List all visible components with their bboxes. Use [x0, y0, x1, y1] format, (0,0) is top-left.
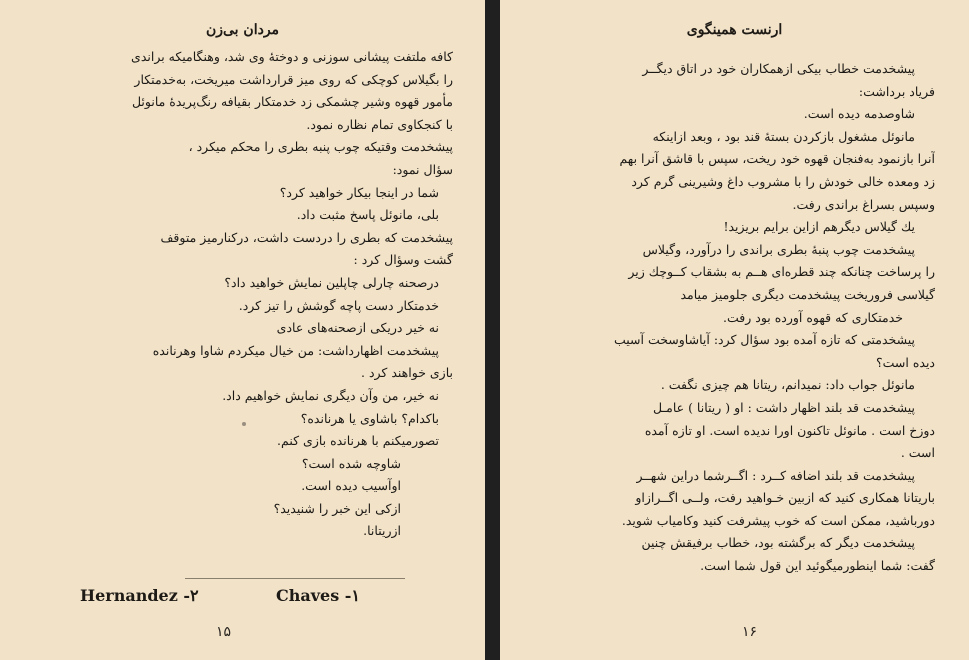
text-line: اوآسیب دیده است. — [301, 478, 401, 494]
text-line: تصورمیکنم با هرنانده بازی کنم. — [277, 433, 439, 449]
text-line: پیشخدمت اظهارداشت: من خیال میکردم شاوا وهرنانده — [152, 342, 439, 358]
text-line: نه خیر، من وآن دیگری نمایش خواهیم داد. — [222, 387, 439, 403]
text-line: سؤال نمود: — [392, 161, 453, 177]
text-line: گفت: شما اینطورمیگوئید این قول شما است. — [700, 558, 935, 574]
book-gutter — [485, 0, 500, 660]
text-line: مأمور قهوه وشیر چشمکی زد خدمتکار بقیافه رنگ‌پریدهٔ مانوئل — [131, 94, 453, 110]
footnote: Hernandez -۲ — [80, 586, 199, 605]
text-line: یك گیلاس دیگرهم ازاین برایم بریزید! — [723, 219, 915, 235]
footnote-rule — [185, 578, 405, 579]
text-line: ازکی این خبر را شنیدید؟ — [273, 500, 401, 516]
text-line: را پرساخت چنانکه چند قطره‌ای هــم به بشقاب کــوچك زیر — [628, 264, 935, 280]
text-line: پیشخدمت دیگر که برگشته بود، خطاب برفیقش چنین — [641, 535, 915, 551]
text-line: کافه ملتفت پیشانی سوزنی و دوختهٔ وی شد، وهنگامیکه براندی — [131, 49, 453, 64]
text-line: دیده است؟ — [876, 354, 935, 370]
body-text — [45, 46, 453, 543]
text-line: وسپس بسراغ براندی رفت. — [792, 196, 935, 212]
body-text — [530, 58, 935, 578]
text-line: دورباشید، ممکن است که خوب پیشرفت کنید وکامیاب شوید. — [621, 512, 935, 528]
text-line: پیشخدمت قد بلند اضافه کــرد : اگــرشما دراین شهــر — [636, 467, 915, 483]
text-line: باکدام؟ باشاوی یا هرنانده؟ — [300, 410, 439, 426]
text-line: شاوچه شده است؟ — [301, 455, 401, 471]
text-line: پیشخدمت قد بلند اظهار داشت : او ( ریتانا ) عامـل — [653, 399, 915, 415]
page-number: ۱۵ — [216, 624, 232, 640]
text-line: درصحنه چارلی چاپلین نمایش خواهید داد؟ — [224, 274, 439, 290]
text-line: خدمتکار دست پاچه گوشش را تیز کرد. — [238, 297, 439, 313]
running-head: ارنست همینگوی — [686, 22, 783, 38]
text-line: شما در اینجا بیکار خواهید کرد؟ — [279, 184, 439, 200]
text-line: پیشخدمت خطاب بیکی ازهمکاران خود در اتاق دیگــر — [642, 61, 915, 76]
right-page — [500, 0, 969, 660]
text-line: باریتانا همکاری کنید که ازبین خـواهید رفت، ولــی اگــرازاو — [635, 490, 935, 506]
footnote: Chaves -۱ — [276, 586, 361, 605]
text-line: پیشخدمتی که تازه آمده بود سؤال کرد: آیاشاوسخت آسیب — [613, 332, 915, 348]
text-line: است . — [900, 445, 935, 461]
text-line: خدمتکاری که قهوه آورده بود رفت. — [723, 309, 903, 325]
text-line: شاوصدمه دیده است. — [803, 106, 915, 122]
text-line: پیشخدمت وقتیکه چوب پنبه بطری را محکم میکرد ، — [188, 139, 453, 155]
text-line: را بگیلاس کوچکی که روی میز قرارداشت میریخت، به‌خدمتکار — [134, 71, 453, 87]
text-line: مانوئل جواب داد: نمیدانم، ریتانا هم چیزی نگفت . — [660, 377, 915, 393]
running-head: مردان بی‌زن — [205, 22, 280, 38]
text-line: زد ومعده خالی خودش را با مشروب داغ وشیرینی گرم کرد — [631, 173, 935, 189]
text-line: دوزخ است . مانوئل تاکنون اورا ندیده است. او تازه آمده — [644, 422, 935, 438]
text-line: فریاد برداشت: — [858, 83, 935, 99]
text-line: گشت وسؤال کرد : — [353, 252, 453, 268]
text-line: مانوئل مشغول بازکردن بستهٔ قند بود ، وبعد ازاینکه — [652, 128, 915, 144]
text-line: پیشخدمت چوب پنبهٔ بطری براندی را درآورد، وگیلاس — [642, 241, 915, 257]
text-line: پیشخدمت که بطری را دردست داشت، درکنارمیز متوقف — [160, 229, 453, 245]
text-line: نه خیر دریکی ازصحنه‌های عادی — [276, 320, 439, 336]
text-line: گیلاسی فروریخت پیشخدمت دیگری جلومیز میامد — [680, 286, 935, 302]
text-line: بازی خواهند کرد . — [361, 365, 453, 381]
text-line: بلی، مانوئل پاسخ مثبت داد. — [296, 207, 439, 223]
text-line: آنرا بازنمود به‌فنجان قهوه خود ریخت، سپس با قاشق آنرا بهم — [619, 151, 935, 167]
text-line: با کنجکاوی تمام نظاره نمود. — [306, 116, 453, 132]
ink-speck — [242, 422, 246, 426]
page-number: ۱۶ — [742, 624, 758, 640]
text-line: ازریتانا. — [363, 523, 401, 539]
